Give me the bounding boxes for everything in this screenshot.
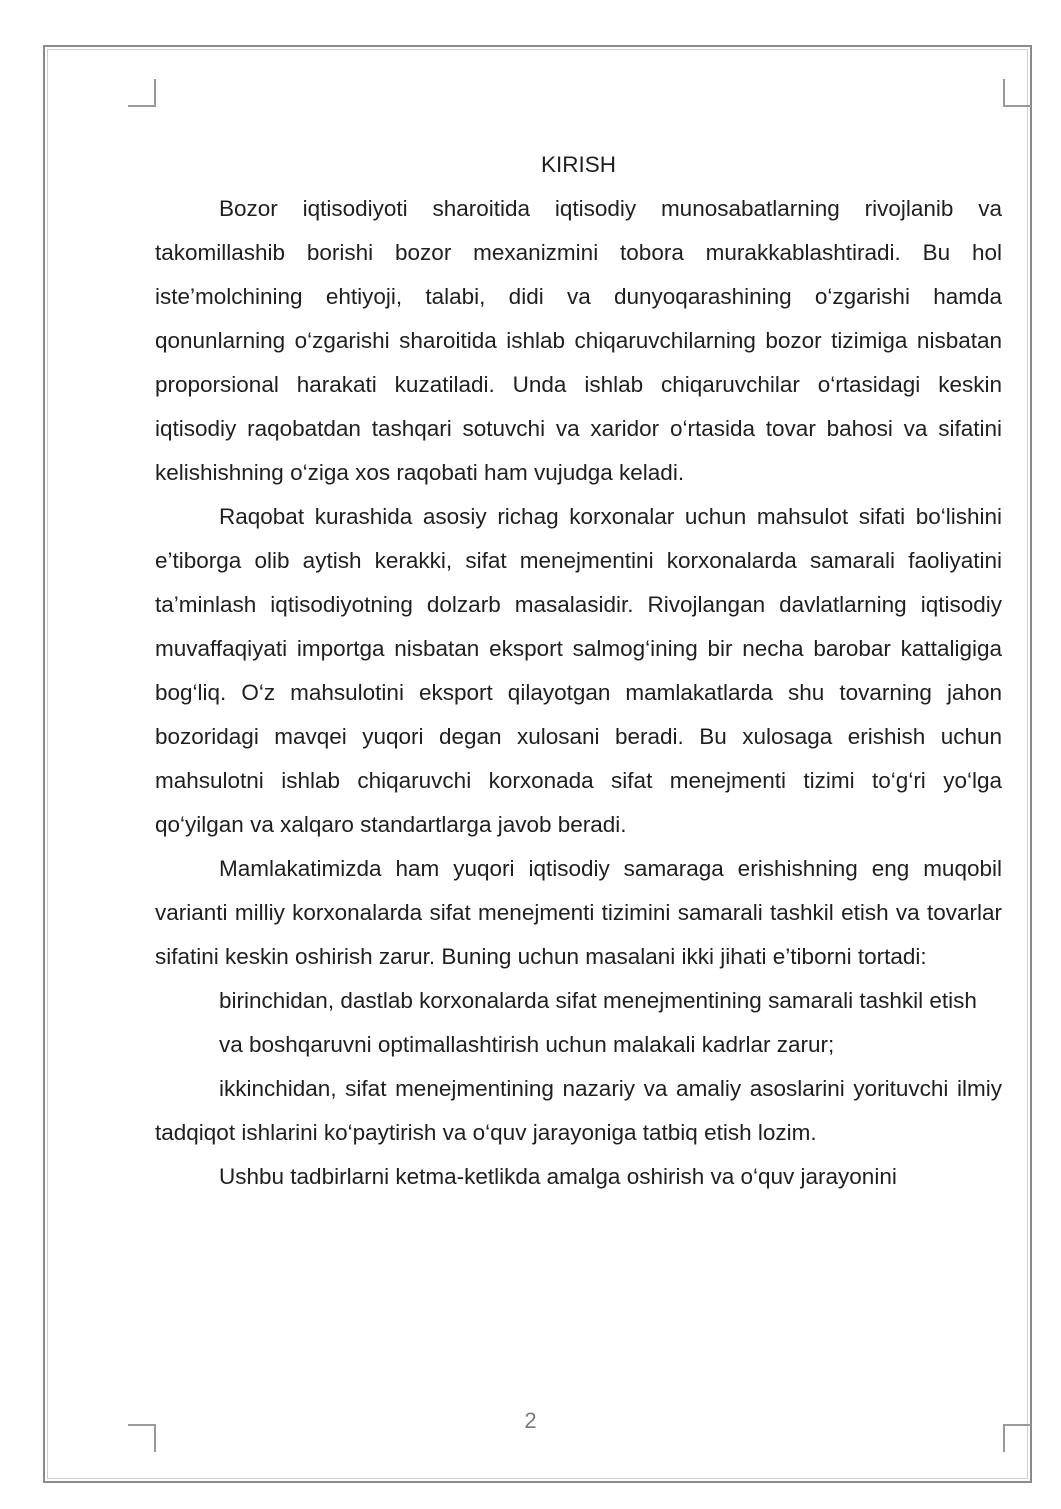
- document-body[interactable]: [155, 143, 1002, 1199]
- paragraph-6: ikkinchidan, sifat menejmentining nazariy va amaliy asoslarini yorituvchi ilmiy tadqiqot ishlarini ko‘paytirish va o‘quv jarayoniga tatbiq etish lozim.: [155, 1076, 1002, 1145]
- margin-corner-top-left: [128, 79, 156, 107]
- paragraph-3: Mamlakatimizda ham yuqori iqtisodiy samaraga erishishning eng muqobil varianti milliy korxonalarda sifat menejmenti tizimini samarali tashkil etish va tovarlar sifatini keskin oshirish zarur. Buning uchun masalani ikki jihati e’tiborni tortadi:: [155, 856, 1002, 969]
- paragraph-1: Bozor iqtisodiyoti sharoitida iqtisodiy munosabatlarning rivojlanib va takomillashib borishi bozor mexanizmini tobora murakkablashtiradi. Bu hol iste’molchining ehtiyoji, talabi, didi va dunyoqarashining o‘zgarishi hamda qonunlarning o‘zgarishi sharoitida ishlab chiqaruvchilarning bozor tizimiga nisbatan proporsional harakati kuzatiladi. Unda ishlab chiqaruvchilar o‘rtasidagi keskin iqtisodiy raqobatdan tashqari sotuvchi va xaridor o‘rtasida tovar bahosi va sifatini kelishishning o‘ziga xos raqobati ham vujudga keladi.: [155, 196, 1002, 485]
- paragraph-4: birinchidan, dastlab korxonalarda sifat menejmentining samarali tashkil etish: [219, 988, 977, 1013]
- paragraph-2: Raqobat kurashida asosiy richag korxonalar uchun mahsulot sifati bo‘lishini e’tiborga olib aytish kerakki, sifat menejmentini korxonalarda samarali faoliyatini ta’minlash iqtisodiyotning dolzarb masalasidir. Rivojlangan davlatlarning iqtisodiy muvaffaqiyati importga nisbatan eksport salmog‘ining bir necha barobar kattaligiga bog‘liq. O‘z mahsulotini eksport qilayotgan mamlakatlarda shu tovarning jahon bozoridagi mavqei yuqori degan xulosani beradi. Bu xulosaga erishish uchun mahsulotni ishlab chiqaruvchi korxonada sifat menejmenti tizimi to‘g‘ri yo‘lga qo‘yilgan va xalqaro standartlarga javob beradi.: [155, 504, 1002, 837]
- paragraph-7: Ushbu tadbirlarni ketma-ketlikda amalga oshirish va o‘quv jarayonini: [219, 1164, 897, 1189]
- paragraph-5: va boshqaruvni optimallashtirish uchun malakali kadrlar zarur;: [219, 1032, 835, 1057]
- page-number: 2: [524, 1408, 537, 1433]
- page-title: KIRISH: [540, 152, 616, 177]
- margin-corner-top-right: [1003, 79, 1031, 107]
